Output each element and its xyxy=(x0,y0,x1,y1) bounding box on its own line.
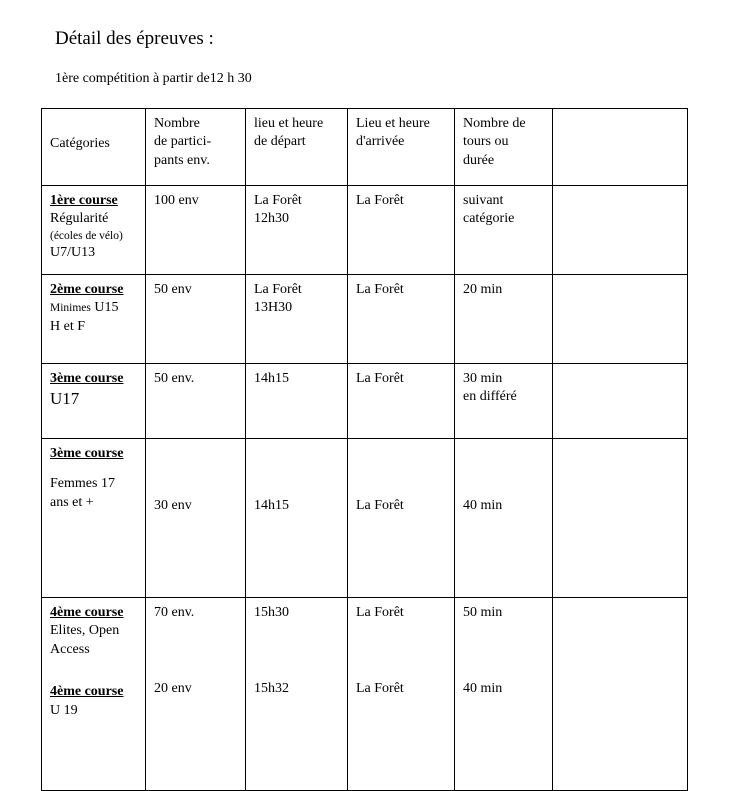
row-category-cell xyxy=(42,186,146,275)
header-laps-line3: durée xyxy=(463,152,495,168)
row-category-note: Minimes xyxy=(50,302,91,315)
row-duration-cell: 20 min xyxy=(455,275,553,364)
row-arrival-cell xyxy=(348,598,455,791)
row-participants-cell: 50 env xyxy=(146,275,246,364)
row-category-2-line1: U 19 xyxy=(50,702,78,718)
row-course-name: 4ème course xyxy=(50,605,124,620)
header-departure-line2: de départ xyxy=(254,134,306,150)
row-category-line1: Femmes 17 xyxy=(50,476,115,492)
table-row xyxy=(42,186,688,275)
row-category-line2: H et F xyxy=(50,318,85,334)
row-course-name: 3ème course xyxy=(50,371,124,386)
row-departure-time: 13H30 xyxy=(254,300,293,316)
row-category-cell xyxy=(42,364,146,439)
row-duration-cell: 40 min xyxy=(455,439,553,598)
row-duration-line2: en différé xyxy=(463,389,517,405)
row-extra-cell xyxy=(553,275,688,364)
row-duration-cell xyxy=(455,186,553,275)
row-duration-line1: suivant xyxy=(463,193,504,208)
row-departure-place: La Forêt xyxy=(254,193,302,208)
row-participants-1: 70 env. xyxy=(154,605,195,620)
row-category-line1: Régularité xyxy=(50,211,109,227)
row-extra-cell xyxy=(553,186,688,275)
row-arrival-cell: La Forêt xyxy=(348,275,455,364)
header-arrival xyxy=(348,109,455,186)
table-row xyxy=(42,275,688,364)
page-title: Détail des épreuves : xyxy=(55,28,214,49)
row-arrival-cell: La Forêt xyxy=(348,364,455,439)
header-laps-line2: tours ou xyxy=(463,134,509,150)
row-course-name: 1ère course xyxy=(50,193,118,208)
row-participants-2: 20 env xyxy=(154,681,192,697)
row-departure-cell xyxy=(246,275,348,364)
row-category-line1: U15 xyxy=(94,300,119,316)
header-empty xyxy=(553,109,688,186)
row-category-cell xyxy=(42,598,146,791)
header-categories-label: Catégories xyxy=(50,135,110,151)
header-departure xyxy=(246,109,348,186)
row-category-line1: Elites, Open xyxy=(50,623,120,639)
header-departure-line1: lieu et heure xyxy=(254,116,324,131)
row-category-line2: U7/U13 xyxy=(50,245,96,261)
table-row xyxy=(42,598,688,791)
row-duration-line1: 30 min xyxy=(463,371,503,386)
row-participants-cell: 30 env xyxy=(146,439,246,598)
row-category-note: (écoles de vélo) xyxy=(50,229,123,242)
row-extra-cell xyxy=(553,439,688,598)
row-departure-place: La Forêt xyxy=(254,282,302,297)
row-extra-cell xyxy=(553,364,688,439)
row-duration-2: 40 min xyxy=(463,681,503,697)
row-arrival-cell: La Forêt xyxy=(348,439,455,598)
row-departure-cell xyxy=(246,598,348,791)
row-category-cell xyxy=(42,439,146,598)
header-laps-duration xyxy=(455,109,553,186)
header-participants xyxy=(146,109,246,186)
row-participants-cell: 100 env xyxy=(146,186,246,275)
row-arrival-cell: La Forêt xyxy=(348,186,455,275)
row-course-name: 2ème course xyxy=(50,282,124,297)
header-arrival-line1: Lieu et heure xyxy=(356,116,430,131)
row-arrival-2: La Forêt xyxy=(356,681,404,697)
header-categories xyxy=(42,109,146,186)
row-category-line1: U17 xyxy=(50,389,80,409)
row-participants-cell xyxy=(146,598,246,791)
events-schedule-table xyxy=(41,108,688,791)
row-category-line2: Access xyxy=(50,641,90,657)
row-duration-cell xyxy=(455,364,553,439)
table-header-row xyxy=(42,109,688,186)
header-participants-line2: de partici- xyxy=(154,134,212,150)
row-course-name-2: 4ème course xyxy=(50,684,124,700)
header-participants-line1: Nombre xyxy=(154,116,200,131)
competition-subtitle: 1ère compétition à partir de12 h 30 xyxy=(55,71,252,86)
header-arrival-line2: d'arrivée xyxy=(356,134,405,150)
row-participants-cell: 50 env. xyxy=(146,364,246,439)
row-category-cell xyxy=(42,275,146,364)
row-departure-cell: 14h15 xyxy=(246,364,348,439)
row-extra-cell xyxy=(553,598,688,791)
row-duration-line2: catégorie xyxy=(463,211,515,227)
row-duration-cell xyxy=(455,598,553,791)
row-departure-1: 15h30 xyxy=(254,605,289,620)
row-departure-cell: 14h15 xyxy=(246,439,348,598)
header-laps-line1: Nombre de xyxy=(463,116,526,131)
table-row xyxy=(42,364,688,439)
row-departure-2: 15h32 xyxy=(254,681,289,697)
row-course-name: 3ème course xyxy=(50,446,124,461)
header-participants-line3: pants env. xyxy=(154,152,210,168)
row-departure-cell xyxy=(246,186,348,275)
row-duration-1: 50 min xyxy=(463,605,503,620)
row-arrival-1: La Forêt xyxy=(356,605,404,620)
row-departure-time: 12h30 xyxy=(254,211,289,227)
row-category-line2: ans et + xyxy=(50,494,94,510)
table-row xyxy=(42,439,688,598)
